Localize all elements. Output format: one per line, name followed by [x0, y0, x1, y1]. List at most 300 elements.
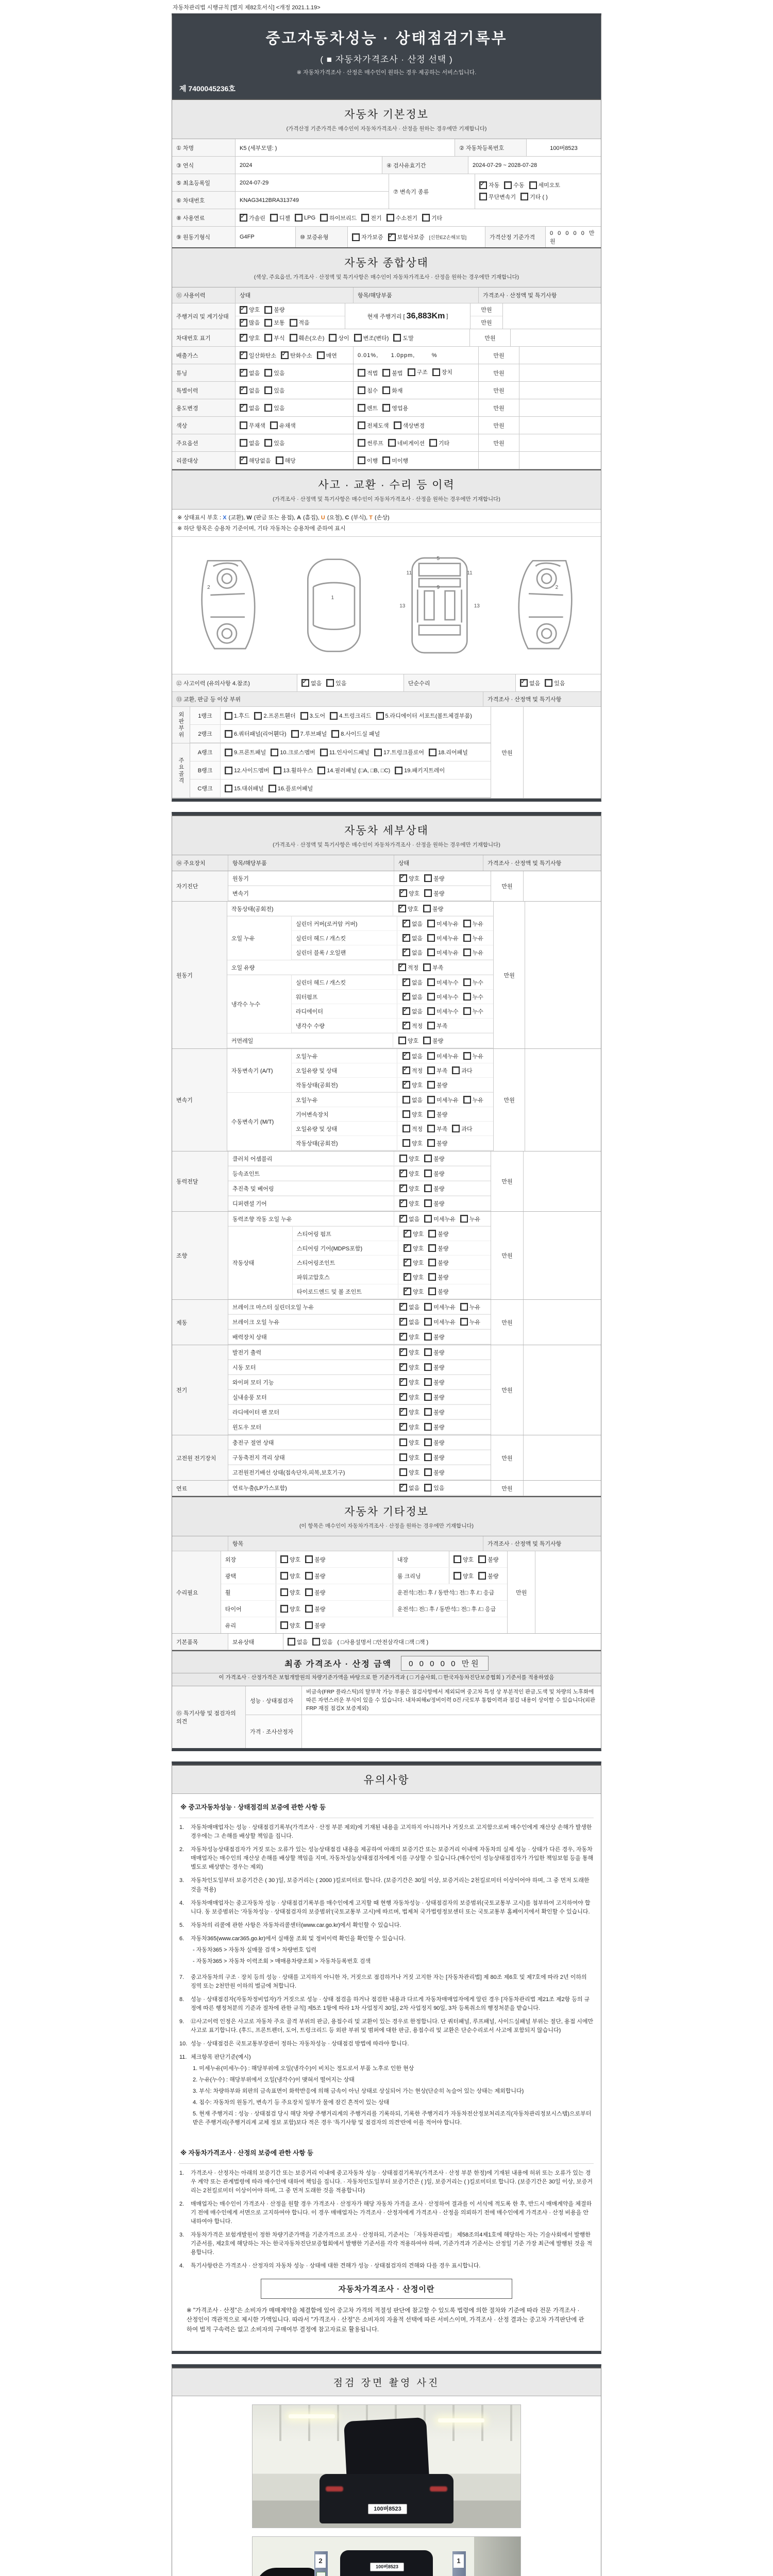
- checkbox-option[interactable]: [399, 1215, 419, 1223]
- checkbox-option[interactable]: [280, 1555, 300, 1564]
- checkbox-option[interactable]: [399, 1408, 419, 1416]
- checkbox-option[interactable]: [422, 214, 442, 222]
- checkbox-option[interactable]: [305, 1572, 325, 1580]
- checkbox-option[interactable]: [331, 730, 380, 738]
- item-number: 8.: [179, 1996, 184, 2003]
- checkbox-option[interactable]: [320, 214, 357, 222]
- checkbox-option[interactable]: [408, 368, 428, 376]
- checkbox-option[interactable]: [402, 934, 423, 942]
- checkbox: [428, 1259, 436, 1266]
- detail-group: [172, 871, 601, 902]
- checkbox-option[interactable]: [280, 1605, 300, 1613]
- checkbox: [424, 1348, 432, 1356]
- basic-items-row: [172, 1634, 601, 1650]
- checkbox-label: 적정: [411, 1126, 423, 1132]
- checkbox-label: 불량: [432, 906, 444, 912]
- checkbox-option[interactable]: [399, 1423, 419, 1431]
- checkbox-option[interactable]: [225, 784, 264, 792]
- checkbox-option[interactable]: [520, 679, 540, 687]
- checkbox-label: 불량: [433, 1454, 445, 1461]
- checkbox: [402, 1052, 410, 1060]
- checkbox-option[interactable]: [399, 874, 419, 883]
- checkbox-option[interactable]: [317, 351, 337, 360]
- checkbox-option[interactable]: [399, 1155, 419, 1163]
- checkbox-option[interactable]: [291, 730, 327, 738]
- checkbox-option[interactable]: [225, 766, 269, 774]
- checkbox: [402, 934, 410, 942]
- device-group-label: 원동기: [172, 902, 227, 1048]
- checkbox-option[interactable]: [393, 334, 413, 342]
- checkbox: [402, 993, 410, 1001]
- checkbox-option[interactable]: [424, 1438, 444, 1447]
- price-unit: [479, 452, 519, 469]
- checkbox-option[interactable]: [240, 318, 260, 327]
- checkbox-option[interactable]: [268, 784, 313, 792]
- checkbox-option[interactable]: [270, 421, 296, 430]
- checkbox-option[interactable]: [402, 1139, 423, 1147]
- checkbox-option[interactable]: [423, 905, 443, 913]
- checkbox-option[interactable]: [427, 1110, 447, 1118]
- checkbox: [402, 978, 410, 986]
- checkbox-option[interactable]: [402, 1052, 423, 1060]
- checkbox-option[interactable]: [399, 1318, 419, 1326]
- checkbox-option[interactable]: [423, 1037, 443, 1045]
- checkbox-option[interactable]: [382, 369, 402, 377]
- checkbox-option[interactable]: [240, 306, 260, 314]
- checkbox: [422, 214, 430, 222]
- checkbox-label: 세미오토: [538, 182, 561, 189]
- checkbox-option[interactable]: [424, 1170, 444, 1178]
- state-checks: [236, 329, 470, 346]
- checkbox: [358, 456, 365, 464]
- checkbox-option[interactable]: [358, 369, 378, 377]
- device-group-label: 조향: [172, 1212, 228, 1299]
- checkbox-option[interactable]: [271, 748, 315, 756]
- checkbox-label: 양호: [409, 1156, 420, 1162]
- checkbox-option[interactable]: [404, 1287, 424, 1296]
- checkbox-option[interactable]: [358, 439, 383, 447]
- rank-label: 1랭크: [190, 707, 221, 724]
- part-label: 커먼레일: [227, 1033, 393, 1047]
- checkbox-label: 양호: [289, 1606, 301, 1613]
- checkbox-option[interactable]: [280, 1621, 300, 1630]
- checkbox-option[interactable]: [240, 421, 265, 430]
- checkbox-option[interactable]: [305, 1588, 325, 1597]
- checkbox-option[interactable]: [424, 1348, 444, 1357]
- checkbox-option[interactable]: [399, 1468, 419, 1477]
- state-checks: [236, 452, 354, 469]
- state-code-meaning: (손상): [373, 515, 390, 521]
- part-label: 실린더 커버(로커암 커버): [292, 917, 397, 930]
- checkbox-option[interactable]: [270, 214, 290, 222]
- checkbox-option[interactable]: [399, 1378, 419, 1386]
- checkbox-option[interactable]: [274, 766, 313, 774]
- row-label: 휠: [221, 1584, 276, 1600]
- checkbox-option[interactable]: [264, 439, 284, 447]
- checkbox-option[interactable]: [463, 993, 483, 1001]
- notice-item: [179, 2040, 594, 2048]
- checkbox-option[interactable]: [424, 874, 444, 883]
- checkbox: [423, 963, 431, 971]
- checkbox-option[interactable]: [529, 181, 561, 189]
- checkbox-option[interactable]: [424, 1393, 444, 1401]
- checkbox-option[interactable]: [290, 334, 325, 342]
- section-overall-condition: [172, 247, 601, 287]
- state-checks: [394, 1420, 491, 1434]
- car-front-shape: [320, 2474, 453, 2523]
- checkbox-option[interactable]: [225, 711, 249, 720]
- checkbox-option[interactable]: [254, 711, 295, 720]
- checkbox-option[interactable]: [240, 214, 265, 222]
- checkbox-label: 양호: [413, 1231, 424, 1238]
- detail-subgroup: [227, 975, 493, 1033]
- checkbox-label: 불량: [433, 1171, 445, 1177]
- checkbox-label: 변조(변타): [363, 335, 389, 342]
- checkbox-option[interactable]: [427, 934, 459, 942]
- checkbox-option[interactable]: [427, 1052, 459, 1060]
- ceiling-light: [438, 2418, 484, 2422]
- checkbox-option[interactable]: [382, 386, 402, 395]
- detail-row: [292, 1093, 493, 1107]
- checkbox-option[interactable]: [424, 1155, 444, 1163]
- checkbox-option[interactable]: [402, 1081, 423, 1089]
- checkbox-option[interactable]: [424, 889, 444, 897]
- checkbox-option[interactable]: [427, 948, 459, 957]
- checkbox-option[interactable]: [240, 456, 271, 465]
- checkbox: [382, 404, 390, 412]
- price-survey-option: ( ■ 자동차가격조사 · 산정 선택 ): [320, 55, 453, 64]
- checkbox-label: 없음: [411, 1053, 423, 1060]
- checkbox-option[interactable]: [424, 1184, 444, 1193]
- checkbox-option[interactable]: [479, 193, 516, 201]
- checkbox-option[interactable]: [427, 978, 459, 987]
- checkbox-label: 11.인사이드패널: [329, 750, 369, 756]
- checkbox-option[interactable]: [225, 730, 287, 738]
- checkbox-option[interactable]: [354, 334, 389, 342]
- checkbox-option[interactable]: [399, 1333, 419, 1341]
- remarks-cell: [523, 1435, 601, 1480]
- checkbox-option[interactable]: [300, 711, 325, 720]
- checkbox-option[interactable]: [427, 1007, 459, 1015]
- checkbox-option[interactable]: [453, 1555, 474, 1564]
- checkbox-option[interactable]: [427, 993, 459, 1001]
- checkbox-option[interactable]: [424, 1303, 456, 1311]
- checkbox-option[interactable]: [463, 948, 483, 957]
- checkbox-option[interactable]: [264, 404, 284, 412]
- engine-type-value: G4FP: [236, 227, 296, 247]
- checkbox-option[interactable]: [402, 948, 423, 957]
- checkbox-label: 수소전기: [395, 215, 418, 222]
- row-label: 배출가스: [172, 347, 236, 364]
- checkbox-label: 없음: [249, 405, 260, 412]
- checkbox-option[interactable]: [460, 1318, 480, 1326]
- current-mileage: [345, 303, 470, 329]
- checkbox-option[interactable]: [382, 456, 408, 465]
- checkbox-option[interactable]: [463, 1052, 483, 1060]
- checkbox-option[interactable]: [290, 318, 310, 327]
- checkbox: [268, 785, 276, 792]
- checkbox-option[interactable]: [460, 1303, 480, 1311]
- checkbox-option[interactable]: [404, 1259, 424, 1267]
- checkbox-label: 불량: [438, 1289, 449, 1295]
- checkbox-option[interactable]: [429, 439, 449, 447]
- checkbox-option[interactable]: [225, 748, 266, 756]
- checkbox-option[interactable]: [358, 421, 389, 430]
- checkbox-option[interactable]: [427, 1066, 447, 1075]
- checkbox-option[interactable]: [463, 1007, 483, 1015]
- checkbox-option[interactable]: [358, 404, 378, 412]
- checkbox-option[interactable]: [301, 679, 322, 687]
- item-text: 자동차365(www.car365.go.kr)에서 실매물 조회 및 정비이력 확인을 확인할 수 있습니다.: [191, 1935, 406, 1942]
- checkbox-option[interactable]: [478, 1555, 498, 1564]
- photo-section-title: 점검 장면 촬영 사진: [172, 2367, 601, 2396]
- checkbox-option[interactable]: [264, 386, 284, 395]
- checkbox: [329, 334, 337, 342]
- checkbox-label: 없음: [297, 1639, 308, 1646]
- checkbox-option[interactable]: [361, 214, 381, 222]
- checkbox-option[interactable]: [452, 1066, 472, 1075]
- checkbox-option[interactable]: [428, 1244, 448, 1252]
- mileage-suffix: ]: [446, 313, 448, 319]
- checkbox-option[interactable]: [280, 1588, 300, 1597]
- model-year-value: 2024: [236, 157, 382, 174]
- checkbox: [291, 730, 299, 738]
- checkbox-label: 누유: [469, 1319, 481, 1326]
- part-label: 파워고압호스: [293, 1270, 398, 1284]
- checkbox-option[interactable]: [424, 1453, 444, 1462]
- checkbox-option[interactable]: [326, 679, 346, 687]
- checkbox-option[interactable]: [358, 386, 378, 395]
- checkbox-option[interactable]: [402, 1022, 423, 1030]
- checkbox-option[interactable]: [427, 1081, 447, 1089]
- checkbox-label: 누유: [472, 1097, 483, 1104]
- checkbox-option[interactable]: [352, 233, 383, 241]
- checkbox-option[interactable]: [330, 711, 371, 720]
- price-unit: 만원: [479, 399, 519, 416]
- checkbox-option[interactable]: [329, 334, 349, 342]
- checkbox-option[interactable]: [305, 1605, 325, 1613]
- checkbox-option[interactable]: [305, 1621, 325, 1630]
- checkbox-label: 없음: [529, 680, 541, 687]
- checkbox-label: 전체도색: [367, 422, 389, 429]
- checkbox-option[interactable]: [428, 1287, 448, 1296]
- checkbox-option[interactable]: [424, 1333, 444, 1341]
- checkbox-option[interactable]: [399, 1484, 419, 1492]
- checkbox-option[interactable]: [264, 334, 284, 342]
- row-label: 광택: [221, 1568, 276, 1584]
- checkbox-option[interactable]: [428, 1273, 448, 1281]
- checkbox-option[interactable]: [424, 1423, 444, 1431]
- checkbox-label: 불량: [433, 1349, 445, 1356]
- part-label: 작동상태(공회전): [292, 1136, 397, 1150]
- checkbox: [240, 456, 247, 464]
- checkbox-option[interactable]: [404, 1273, 424, 1281]
- price-unit: 만원: [491, 1345, 523, 1435]
- checkbox-option[interactable]: [402, 1066, 423, 1075]
- checkbox-option[interactable]: [395, 766, 445, 774]
- checkbox: [424, 1484, 432, 1492]
- checkbox-option[interactable]: [388, 233, 425, 241]
- checkbox-option[interactable]: [399, 889, 419, 897]
- checkbox-option[interactable]: [374, 748, 424, 756]
- checkbox: [264, 306, 272, 314]
- checkbox-option[interactable]: [398, 963, 418, 972]
- checkbox: [305, 1572, 313, 1580]
- rank-row: [190, 707, 491, 725]
- checkbox-option[interactable]: [428, 1259, 448, 1267]
- column-header: 가격조사 · 산정액 및 특기사항: [488, 860, 562, 867]
- checkbox-option[interactable]: [281, 351, 312, 360]
- checkbox-option[interactable]: [317, 766, 390, 774]
- checkbox-option[interactable]: [312, 1638, 332, 1646]
- checkbox: [264, 319, 272, 327]
- checkbox-option[interactable]: [429, 748, 468, 756]
- part-label: 라디에이터 팬 모터: [228, 1405, 394, 1419]
- checkbox-option[interactable]: [320, 748, 369, 756]
- car-damage-diagrams: [172, 537, 601, 674]
- license-plate: 100버8523: [370, 2563, 404, 2571]
- checkbox-label: 없음: [411, 979, 423, 986]
- checkbox-option[interactable]: [382, 404, 408, 412]
- checkbox-option[interactable]: [288, 1638, 308, 1646]
- checkbox-option[interactable]: [545, 679, 565, 687]
- checkbox-option[interactable]: [452, 1125, 472, 1133]
- checkbox-option[interactable]: [428, 1230, 448, 1238]
- checkbox-option[interactable]: [427, 1125, 447, 1133]
- checkbox-option[interactable]: [376, 711, 472, 720]
- checkbox-option[interactable]: [402, 1125, 423, 1133]
- checkbox-option[interactable]: [240, 334, 260, 342]
- checkbox-option[interactable]: [460, 1215, 480, 1223]
- checkbox-option[interactable]: [424, 1199, 444, 1208]
- checkbox-option[interactable]: [399, 1170, 419, 1178]
- checkbox-option[interactable]: [463, 978, 483, 987]
- checkbox-option[interactable]: [504, 181, 524, 189]
- checkbox-option[interactable]: [424, 1363, 444, 1371]
- checkbox-option[interactable]: [453, 1572, 474, 1580]
- detail-row: [292, 917, 493, 931]
- checkbox-option[interactable]: [402, 993, 423, 1001]
- checkbox-option[interactable]: [427, 920, 459, 928]
- checkbox-option[interactable]: [427, 1096, 459, 1104]
- checkbox-option[interactable]: [386, 214, 418, 222]
- checkbox: [402, 1022, 410, 1029]
- checkbox: [452, 1066, 460, 1074]
- checkbox-option[interactable]: [520, 193, 548, 201]
- checkbox-label: 5.라디에이터 서포트(볼트체결부품): [385, 713, 472, 719]
- checkbox-option[interactable]: [399, 1438, 419, 1447]
- state-checks: [394, 1405, 491, 1419]
- checkbox-option[interactable]: [398, 905, 418, 913]
- checkbox: [312, 1638, 320, 1646]
- car-side-right-diagram: [502, 554, 589, 657]
- section-notice: [172, 1765, 601, 1794]
- checkbox-option[interactable]: [399, 1303, 419, 1311]
- checkbox-option[interactable]: [264, 318, 284, 327]
- checkbox-option[interactable]: [240, 369, 260, 377]
- checkbox-option[interactable]: [424, 1468, 444, 1477]
- checkbox-label: 구조: [416, 369, 428, 376]
- checkbox-option[interactable]: [424, 1484, 444, 1492]
- checkbox: [402, 948, 410, 956]
- checkbox-label: 없음: [409, 1319, 420, 1326]
- room-cleaning-checks: [449, 1568, 508, 1584]
- checkbox-option[interactable]: [240, 351, 276, 360]
- checkbox-option[interactable]: [424, 1318, 456, 1326]
- checkbox-option[interactable]: [276, 456, 296, 465]
- checkbox-option[interactable]: [264, 369, 284, 377]
- device-group-label: 전기: [172, 1345, 228, 1435]
- checkbox-option[interactable]: [264, 306, 284, 314]
- checkbox-option[interactable]: [305, 1555, 325, 1564]
- checkbox-option[interactable]: [399, 1363, 419, 1371]
- transmission-type-checks: [475, 174, 601, 209]
- checkbox-option[interactable]: [479, 181, 499, 189]
- checkbox-option[interactable]: [424, 1408, 444, 1416]
- definition-box-title: 자동차가격조사 · 산정이란: [261, 2279, 512, 2299]
- checkbox-option[interactable]: [388, 439, 425, 447]
- checkbox-option[interactable]: [398, 1037, 418, 1045]
- checkbox-option[interactable]: [463, 1096, 483, 1104]
- insurer-name: [신한EZ손해보험]: [429, 235, 467, 241]
- checkbox-option[interactable]: [463, 934, 483, 942]
- registration-number-value: 100버8523: [550, 145, 578, 151]
- detail-row: [228, 1465, 491, 1480]
- checkbox-option[interactable]: [402, 1007, 423, 1015]
- checkbox-option[interactable]: [423, 963, 443, 972]
- checkbox-option[interactable]: [432, 368, 452, 376]
- license-plate: 100버8523: [368, 2504, 407, 2514]
- checkbox-option[interactable]: [394, 421, 425, 430]
- checkbox: [452, 1125, 460, 1132]
- checkbox: [424, 1438, 432, 1446]
- detail-row: [228, 1481, 491, 1495]
- detail-row: [227, 960, 493, 975]
- checkbox-option[interactable]: [463, 920, 483, 928]
- checkbox-option[interactable]: [402, 1110, 423, 1118]
- checkbox-option[interactable]: [240, 404, 260, 412]
- checkbox-option[interactable]: [404, 1244, 424, 1252]
- checkbox-option[interactable]: [240, 386, 260, 395]
- state-checks: [394, 1151, 491, 1165]
- checkbox-option[interactable]: [295, 214, 315, 222]
- legend-prefix: ※ 상태표시 부호 :: [177, 515, 223, 521]
- checkbox-option[interactable]: [399, 1393, 419, 1401]
- checkbox-option[interactable]: [280, 1572, 300, 1580]
- checkbox-option[interactable]: [402, 920, 423, 928]
- checkbox-option[interactable]: [424, 1215, 456, 1223]
- checkbox-label: 양호: [409, 1469, 420, 1476]
- checkbox-option[interactable]: [358, 456, 378, 465]
- checkbox-option[interactable]: [478, 1572, 498, 1580]
- checkbox-option[interactable]: [404, 1230, 424, 1238]
- checkbox-option[interactable]: [427, 1139, 447, 1147]
- checkbox-option[interactable]: [399, 1184, 419, 1193]
- checkbox-option[interactable]: [399, 1199, 419, 1208]
- checkbox-option[interactable]: [402, 1096, 423, 1104]
- ceiling-light: [289, 2414, 335, 2418]
- checkbox-option[interactable]: [402, 978, 423, 987]
- checkbox-option[interactable]: [427, 1022, 447, 1030]
- checkbox-option[interactable]: [240, 439, 260, 447]
- checkbox-label: 불량: [433, 1439, 445, 1446]
- checkbox-option[interactable]: [424, 1378, 444, 1386]
- field-label: ① 차명: [172, 139, 236, 156]
- rank-label: B랭크: [190, 761, 221, 779]
- checkbox-option[interactable]: [399, 1348, 419, 1357]
- checkbox-option[interactable]: [399, 1453, 419, 1462]
- panel-number: 11: [467, 570, 473, 576]
